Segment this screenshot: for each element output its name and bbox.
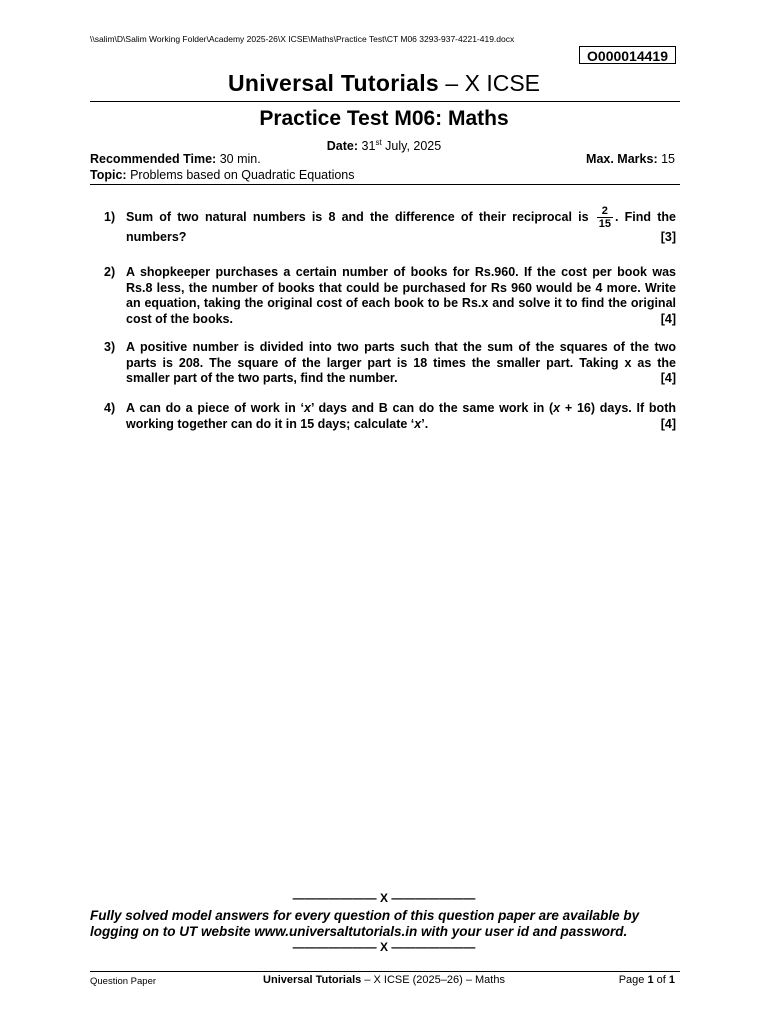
- variable: x: [553, 401, 561, 415]
- question-text-part: A shopkeeper purchases a certain number of books for Rs.960. If the cost per book was Rs.8 less, the number of books that could be purchased for Rs 960 would be 4 more. Write an equation, taking the original cost of each book to be Rs.x and solve it to find the original cost of the books.: [126, 265, 676, 326]
- question-text-part: + 16) days. If both working together can do it in 15 days; calculate ‘: [126, 401, 676, 431]
- topic-value: Problems based on Quadratic Equations: [130, 168, 355, 182]
- question-text-part: ’.: [421, 416, 429, 431]
- question-1: [104, 205, 676, 246]
- fraction-numerator: 2: [597, 205, 613, 218]
- time-label: Recommended Time:: [90, 152, 217, 166]
- page-total: 1: [668, 974, 675, 986]
- question-marks: [3]: [660, 230, 676, 244]
- date-rest: July, 2025: [381, 139, 442, 154]
- footer-org: Universal Tutorials: [263, 974, 362, 986]
- question-text-part: Sum of two natural numbers is 8 and the difference of their reciprocal is: [126, 209, 589, 224]
- org-name: Universal Tutorials: [227, 70, 440, 96]
- footer-course: – X ICSE (2025–26) – Maths: [361, 974, 505, 986]
- header-divider: [90, 184, 680, 185]
- marks-label: Max. Marks:: [586, 152, 658, 166]
- solutions-note: Fully solved model answers for every question of this question paper are available by logging on to UT website www.universaltutorials.in with your user id and password.: [90, 908, 640, 939]
- question-number: 1): [104, 210, 116, 224]
- question-number: 4): [104, 401, 116, 415]
- question-marks: [4]: [660, 371, 676, 385]
- question-text: [126, 205, 676, 246]
- fraction-denominator: 15: [598, 218, 611, 230]
- recommended-time: [90, 151, 261, 167]
- page-current: 1: [647, 974, 654, 986]
- question-text-part: A can do a piece of work in ‘: [126, 401, 304, 415]
- page-number: [619, 973, 675, 987]
- date-day: 31: [361, 139, 376, 154]
- question-text-part: A positive number is divided into two parts such that the sum of the squares of the two parts is 208. The square of the larger part is 18 times the smaller part. Taking x as the smaller part of the two parts, find the number.: [126, 340, 676, 385]
- fraction: [597, 205, 613, 230]
- paper-code: O000014419: [579, 46, 676, 64]
- topic: [90, 167, 355, 183]
- question-text: [126, 401, 676, 432]
- variable: x: [304, 401, 311, 415]
- marks-value: 15: [661, 152, 675, 166]
- org-suffix: – X ICSE: [439, 70, 541, 96]
- question-text-part: ’ days and B can do the same work in (: [310, 401, 554, 415]
- question-text: [126, 265, 676, 327]
- note-separator: ——————— X ———————: [292, 940, 476, 954]
- page-label: Page: [618, 974, 648, 986]
- date-sup: st: [375, 138, 382, 147]
- footer-left: Question Paper: [90, 976, 157, 987]
- question-number: 3): [104, 340, 116, 354]
- max-marks: [586, 151, 675, 167]
- file-path: \\salim\D\Salim Working Folder\Academy 2025-26\X ICSE\Maths\Practice Test\CT M06 3293-937-4221-419.docx: [90, 34, 515, 44]
- topic-label: Topic:: [90, 168, 127, 182]
- question-text-part: . Find the numbers?: [126, 209, 676, 244]
- question-marks: [4]: [660, 416, 676, 431]
- test-title: Practice Test M06: Maths: [259, 107, 509, 130]
- question-4: [104, 401, 676, 432]
- date-label: Date:: [326, 139, 359, 154]
- question-text: [126, 340, 676, 387]
- footer-divider: [90, 971, 680, 972]
- page-of: of: [653, 974, 669, 986]
- question-marks: [4]: [660, 311, 676, 326]
- question-3: [104, 340, 676, 387]
- title-divider: [90, 101, 680, 102]
- time-value: 30 min.: [219, 152, 261, 166]
- question-number: 2): [104, 265, 116, 279]
- variable: x: [414, 416, 422, 431]
- org-title: [0, 68, 768, 98]
- end-separator: ——————— X ———————: [292, 891, 476, 905]
- question-2: [104, 265, 676, 327]
